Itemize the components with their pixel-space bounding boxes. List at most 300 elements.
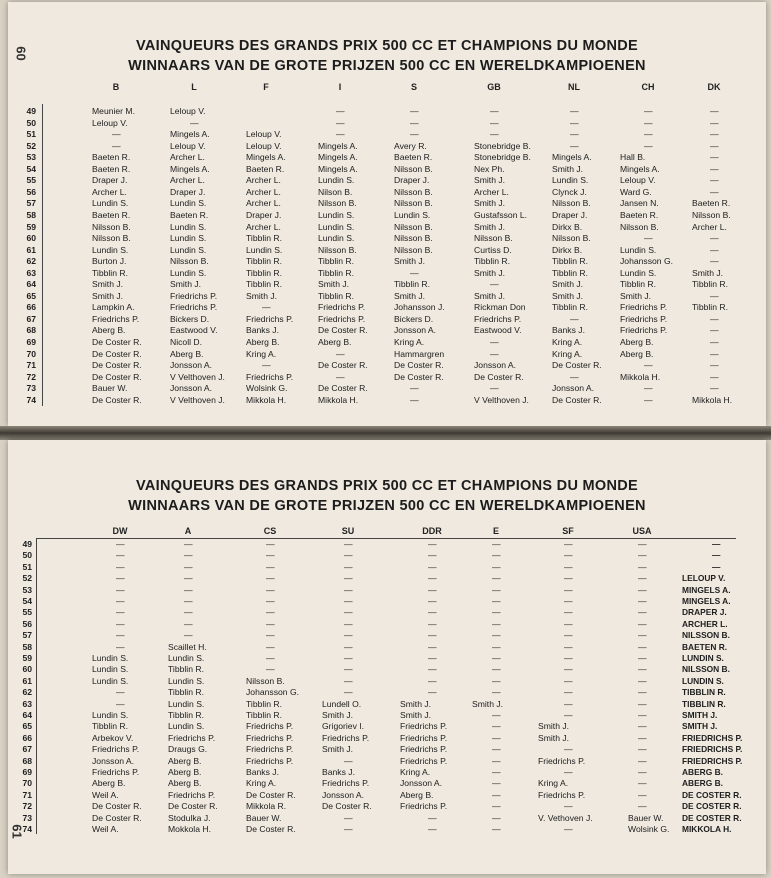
table-row	[8, 676, 766, 688]
table-row	[8, 550, 766, 562]
table-row	[8, 279, 766, 291]
column-header: E	[492, 526, 499, 536]
winner-cell: Lundin S.	[620, 267, 657, 278]
winner-cell: Stodulka J.	[168, 812, 211, 823]
winner-cell: Lundin S.	[170, 244, 207, 255]
year-cell: 74	[22, 824, 32, 834]
winner-cell: Smith J.	[474, 221, 506, 232]
winner-cell: —	[428, 607, 437, 618]
year-cell: 64	[26, 279, 36, 290]
page-title: VAINQUEURS DES GRANDS PRIX 500 CC ET CHAMPIONS DU MONDE	[135, 38, 639, 54]
winner-cell: —	[644, 117, 653, 128]
winner-cell: Smith J.	[474, 175, 506, 186]
winner-cell: —	[492, 664, 501, 675]
winner-cell: —	[266, 573, 275, 584]
winner-cell: —	[644, 129, 653, 140]
winner-cell: Friedrichs P.	[246, 744, 294, 755]
winner-cell: Lundin S.	[92, 710, 129, 720]
winner-cell: Nilsson B.	[394, 221, 433, 232]
winner-cell: —	[428, 584, 437, 595]
winner-cell: —	[570, 140, 579, 151]
winner-cell: —	[492, 596, 501, 606]
winner-cell: Banks J.	[322, 767, 355, 777]
winner-cell: —	[184, 584, 193, 595]
winner-cell: Draper J.	[170, 186, 206, 197]
table-row	[8, 360, 766, 372]
winner-cell: V. Vethoven J.	[538, 812, 593, 823]
table-row	[8, 325, 766, 337]
winner-cell: —	[344, 675, 353, 686]
winner-cell: —	[344, 596, 353, 606]
winner-cell: NILSSON B.	[682, 630, 730, 641]
winner-cell: Kring A.	[552, 348, 583, 359]
winner-cell: —	[116, 698, 125, 709]
winner-cell: —	[564, 573, 573, 584]
winner-cell: —	[490, 337, 499, 347]
winner-cell: Baeten R.	[620, 209, 659, 220]
year-cell: 52	[22, 573, 32, 584]
winner-cell: —	[410, 383, 419, 394]
winner-cell: —	[570, 371, 579, 382]
winner-cell: De Coster R.	[322, 801, 372, 812]
winner-cell: —	[344, 687, 353, 698]
year-cell: 60	[26, 233, 36, 244]
winner-cell: De Coster R.	[552, 394, 602, 405]
winner-cell: Kring A.	[246, 348, 277, 359]
winner-cell: Friedrichs P.	[318, 302, 366, 313]
winner-cell: —	[492, 755, 501, 766]
winner-cell: —	[492, 618, 501, 629]
year-cell: 64	[22, 710, 32, 720]
column-header: SF	[562, 526, 574, 536]
winner-cell: —	[428, 824, 437, 834]
winner-cell: Nilsson B.	[394, 244, 433, 255]
winner-cell: —	[266, 584, 275, 595]
winner-cell: Tibblin R.	[394, 279, 430, 290]
year-cell: 62	[22, 687, 32, 698]
winner-cell: Tibblin R.	[474, 256, 510, 267]
winner-cell: —	[710, 337, 719, 347]
winner-cell: MINGELS A.	[682, 584, 731, 595]
winner-cell: —	[116, 687, 125, 698]
winner-cell: Curtiss D.	[474, 244, 512, 255]
winner-cell: Kring A.	[538, 778, 569, 789]
winner-cell: Leloup V.	[170, 106, 206, 116]
table-row	[8, 222, 766, 234]
winner-cell: Bauer W.	[246, 812, 282, 823]
winner-cell: Mingels A.	[620, 163, 660, 174]
winner-cell: —	[428, 630, 437, 641]
winner-cell: —	[492, 824, 501, 834]
winner-cell: —	[710, 244, 719, 255]
winner-cell: —	[492, 721, 501, 732]
winner-cell: Archer L.	[246, 198, 281, 209]
winner-cell: —	[710, 371, 719, 382]
winner-cell: Tibblin R.	[246, 279, 282, 290]
winner-cell: —	[492, 789, 501, 800]
winner-cell: Jonsson A.	[552, 383, 595, 394]
winner-cell: —	[564, 801, 573, 812]
winner-cell: —	[492, 539, 501, 549]
winner-cell: Aberg B.	[92, 778, 126, 789]
winner-cell: Smith J.	[474, 198, 506, 209]
year-cell: 71	[22, 789, 32, 800]
winner-cell: Bickers D.	[170, 313, 210, 324]
winner-cell: —	[638, 767, 647, 777]
winner-cell: Nex Ph.	[474, 163, 505, 174]
winner-cell: DRAPER J.	[682, 607, 727, 618]
winner-cell: Jonsson A.	[170, 383, 213, 394]
winner-cell: —	[112, 129, 121, 140]
winner-cell: —	[564, 653, 573, 663]
winner-cell: ARCHER L.	[682, 618, 728, 629]
winner-cell: —	[570, 129, 579, 140]
winner-cell: —	[266, 539, 275, 549]
winner-cell: —	[184, 596, 193, 606]
year-cell: 50	[26, 117, 36, 128]
table-row	[8, 337, 766, 349]
year-cell: 57	[26, 198, 36, 209]
winner-cell: —	[428, 561, 437, 572]
winner-cell: —	[336, 129, 345, 140]
bottom-page	[8, 440, 766, 874]
year-cell: 65	[22, 721, 32, 732]
winner-cell: Tibblin R.	[246, 267, 282, 278]
winner-cell: —	[492, 710, 501, 720]
winner-cell: —	[492, 732, 501, 743]
winner-cell: —	[710, 129, 719, 140]
winner-cell: —	[116, 561, 125, 572]
winner-cell: —	[638, 710, 647, 720]
winner-cell: Nilsson B.	[552, 198, 591, 209]
winner-cell: Smith J.	[474, 267, 506, 278]
winner-cell: Stonebridge B.	[474, 152, 531, 163]
winner-cell: —	[428, 687, 437, 698]
year-cell: 67	[26, 313, 36, 324]
winner-cell: —	[710, 313, 719, 324]
table-row	[8, 824, 766, 839]
table-row	[8, 152, 766, 164]
winner-cell: Archer L.	[92, 186, 127, 197]
winner-cell: Friedrichs P.	[620, 313, 668, 324]
winner-cell: Johansson J.	[394, 302, 445, 313]
year-cell: 66	[26, 302, 36, 313]
table-row	[8, 539, 766, 551]
winner-cell: Lundin S.	[92, 198, 129, 209]
winner-cell: —	[638, 687, 647, 698]
winner-cell: —	[564, 561, 573, 572]
table-row	[8, 129, 766, 141]
winner-cell: Baeten R.	[170, 209, 209, 220]
winner-cell: Draper J.	[92, 175, 128, 186]
column-header: CS	[263, 526, 277, 536]
winner-cell: Friedrichs P.	[92, 744, 140, 755]
winner-cell: Friedrichs P.	[168, 732, 216, 743]
table-row	[8, 256, 766, 268]
winner-cell: Grigoriev I.	[322, 721, 365, 732]
winner-cell: Nilsson B.	[692, 209, 731, 220]
winner-cell: —	[564, 607, 573, 618]
winner-cell: FRIEDRICHS P.	[682, 755, 743, 766]
winner-cell: —	[266, 630, 275, 641]
winner-cell: —	[184, 539, 193, 549]
winner-cell: —	[344, 573, 353, 584]
winner-cell: Baeten R.	[92, 209, 131, 220]
winner-cell: —	[710, 233, 719, 244]
winner-cell: Tibblin R.	[168, 664, 204, 675]
winner-cell: Lundin S.	[246, 244, 283, 255]
winner-cell: —	[644, 394, 653, 405]
year-cell: 59	[22, 653, 32, 663]
winner-cell: Tibblin R.	[246, 256, 282, 267]
winner-cell: MINGELS A.	[682, 596, 731, 606]
winner-cell: —	[428, 641, 437, 652]
winner-cell: Draper J.	[552, 209, 588, 220]
winner-cell: Tibblin R.	[318, 290, 354, 301]
winner-cell: —	[266, 664, 275, 675]
winner-cell: —	[564, 744, 573, 755]
winner-cell: —	[266, 641, 275, 652]
winner-cell: Eastwood V.	[170, 325, 218, 336]
winner-cell: —	[710, 360, 719, 371]
winner-cell: —	[710, 163, 719, 174]
winner-cell: —	[638, 732, 647, 743]
winner-cell: —	[638, 721, 647, 732]
winner-cell: —	[410, 117, 419, 128]
winner-cell: Nilson B.	[318, 186, 353, 197]
winner-cell: —	[710, 325, 719, 336]
winner-cell: —	[490, 383, 499, 394]
winner-cell: De Coster R.	[168, 801, 218, 812]
winner-cell: Friedrichs P.	[620, 325, 668, 336]
winner-cell: —	[638, 539, 647, 549]
table-row	[8, 233, 766, 245]
winner-cell: Leloup V.	[620, 175, 656, 186]
year-cell: 71	[26, 360, 36, 371]
winner-cell: —	[638, 744, 647, 755]
year-cell: 50	[22, 550, 32, 561]
table-row	[8, 585, 766, 597]
winner-cell: —	[564, 698, 573, 709]
winner-cell: Lundin S.	[168, 721, 205, 732]
winner-cell: Baeten R.	[692, 198, 731, 209]
year-cell: 54	[26, 163, 36, 174]
winner-cell: Jansen N.	[620, 198, 659, 209]
winner-cell: Mikkola H.	[692, 394, 733, 405]
winner-cell: —	[570, 313, 579, 324]
winner-cell: Lundin S.	[92, 664, 129, 675]
table-row	[8, 756, 766, 768]
winner-cell: Archer L.	[246, 175, 281, 186]
table-row	[8, 653, 766, 665]
winner-cell: —	[116, 596, 125, 606]
winner-cell: Smith J.	[318, 279, 350, 290]
winner-cell: Hammargren	[394, 348, 445, 359]
winner-cell: Eastwood V.	[474, 325, 522, 336]
table-row	[8, 767, 766, 779]
winner-cell: —	[428, 550, 437, 561]
table-row	[8, 302, 766, 314]
winner-cell: Dirkx B.	[552, 244, 583, 255]
winner-cell: —	[266, 596, 275, 606]
winner-cell: Kring A.	[246, 778, 277, 789]
winner-cell: —	[492, 812, 501, 823]
winner-cell: —	[564, 824, 573, 834]
winner-cell: —	[428, 653, 437, 663]
table-row	[8, 699, 766, 711]
winner-cell: Weil A.	[92, 824, 119, 834]
year-cell: 73	[26, 383, 36, 394]
winner-cell: Lundin S.	[170, 233, 207, 244]
winner-cell: —	[116, 641, 125, 652]
year-cell: 59	[26, 221, 36, 232]
winner-cell: —	[638, 550, 647, 561]
winner-cell: SMITH J.	[682, 721, 718, 732]
winner-cell: De Coster R.	[474, 371, 524, 382]
winner-cell: Lundin S.	[318, 175, 355, 186]
winner-cell: De Coster R.	[394, 360, 444, 371]
winner-cell: Smith J.	[692, 267, 724, 278]
winner-cell: —	[564, 675, 573, 686]
page-number: 60	[13, 46, 29, 61]
winner-cell: Avery R.	[394, 140, 427, 151]
winner-cell: V Velthoven J.	[170, 371, 225, 382]
table-row	[8, 721, 766, 733]
winner-cell: Mingels A.	[318, 163, 358, 174]
year-cell: 62	[26, 256, 36, 267]
winner-cell: —	[344, 653, 353, 663]
year-cell: 68	[26, 325, 36, 336]
winner-cell: —	[492, 584, 501, 595]
winner-cell: —	[116, 550, 125, 561]
table-row	[8, 573, 766, 585]
table-row	[8, 164, 766, 176]
winner-cell: Aberg B.	[400, 789, 434, 800]
winner-cell: Baeten R.	[92, 152, 131, 163]
table-row	[8, 245, 766, 257]
winner-cell: Nilsson B.	[620, 221, 659, 232]
winner-cell: Friedrichs P.	[92, 313, 140, 324]
winner-cell: —	[266, 618, 275, 629]
winner-cell: Aberg B.	[620, 348, 654, 359]
winner-cell: Aberg B.	[92, 325, 126, 336]
winner-cell: —	[564, 710, 573, 720]
winner-cell: Smith J.	[246, 290, 278, 301]
winner-cell: Tibblin R.	[246, 698, 282, 709]
winner-cell: Nilsson B.	[318, 198, 357, 209]
winner-cell: De Coster R.	[394, 371, 444, 382]
year-cell: 69	[26, 337, 36, 347]
winner-cell: —	[344, 824, 353, 834]
year-cell: 66	[22, 732, 32, 743]
winner-cell: DE COSTER R.	[682, 789, 742, 800]
winner-cell: Burton J.	[92, 256, 127, 267]
winner-cell: Friedrichs P.	[474, 313, 522, 324]
winner-cell: —	[638, 584, 647, 595]
winner-cell: —	[184, 607, 193, 618]
winner-cell: —	[344, 561, 353, 572]
page-subtitle: WINNAARS VAN DE GROTE PRIJZEN 500 CC EN WERELDKAMPIOENEN	[128, 58, 646, 74]
winner-cell: —	[184, 561, 193, 572]
winner-cell: —	[266, 653, 275, 663]
winner-cell: —	[344, 630, 353, 641]
winner-cell: —	[564, 664, 573, 675]
table-row	[8, 778, 766, 790]
winner-cell: Johansson G.	[620, 256, 674, 267]
winner-cell: —	[492, 675, 501, 686]
winner-cell: ABERG B.	[682, 767, 723, 777]
winner-cell: Mikkola H.	[318, 394, 359, 405]
winner-cell: MIKKOLA H.	[682, 824, 732, 834]
winner-cell: —	[344, 641, 353, 652]
winner-cell: Lundin S.	[92, 653, 129, 663]
winner-cell: Lundin S.	[170, 198, 207, 209]
winner-cell: —	[492, 573, 501, 584]
winner-cell: Tibblin R.	[692, 302, 728, 313]
winner-cell: Friedrichs P.	[400, 801, 448, 812]
winner-cell: Nilsson B.	[394, 198, 433, 209]
winner-cell: Friedrichs P.	[246, 721, 294, 732]
winner-cell: De Coster R.	[92, 394, 142, 405]
winner-cell: Friedrichs P.	[322, 778, 370, 789]
winner-cell: —	[266, 607, 275, 618]
winner-cell: —	[428, 573, 437, 584]
year-cell: 57	[22, 630, 32, 641]
winner-cell: —	[564, 539, 573, 549]
winner-cell: Lundin S.	[170, 267, 207, 278]
winner-cell: Nilsson B.	[394, 233, 433, 244]
winner-cell: —	[184, 630, 193, 641]
winner-cell: Tibblin R.	[692, 279, 728, 290]
winner-cell: Jonsson A.	[474, 360, 517, 371]
book-spine	[0, 426, 771, 440]
table-row	[8, 619, 766, 631]
winner-cell: —	[428, 812, 437, 823]
winner-cell: —	[344, 584, 353, 595]
winner-cell: —	[638, 561, 647, 572]
winner-cell: Gustafsson L.	[474, 209, 528, 220]
winner-cell: Nilsson B.	[170, 256, 209, 267]
winner-cell: —	[116, 584, 125, 595]
column-header: GB	[487, 82, 501, 92]
winner-cell: Lundin S.	[394, 209, 431, 220]
winner-cell: Leloup V.	[170, 140, 206, 151]
winner-cell: DE COSTER R.	[682, 801, 742, 812]
year-cell: 52	[26, 140, 36, 151]
winner-cell: De Coster R.	[92, 337, 142, 347]
winner-cell: —	[410, 267, 419, 278]
winner-cell: LELOUP V.	[682, 573, 726, 584]
winner-cell: FRIEDRICHS P.	[682, 744, 743, 755]
winner-cell: —	[564, 687, 573, 698]
winner-cell: —	[710, 290, 719, 301]
winner-cell: —	[710, 256, 719, 267]
winner-cell: Aberg B.	[170, 348, 204, 359]
winner-cell: NILSSON B.	[682, 664, 730, 675]
winner-cell: Weil A.	[92, 789, 119, 800]
table-row	[8, 291, 766, 303]
winner-cell: —	[638, 675, 647, 686]
winner-cell: Friedrichs P.	[400, 755, 448, 766]
winner-cell: —	[492, 630, 501, 641]
winner-cell: ABERG B.	[682, 778, 723, 789]
winner-cell: Nicoll D.	[170, 337, 202, 347]
winner-cell: —	[344, 812, 353, 823]
table-row	[8, 710, 766, 722]
winner-cell: Lundin S.	[318, 221, 355, 232]
winner-cell: —	[638, 778, 647, 789]
winner-cell: —	[490, 129, 499, 140]
